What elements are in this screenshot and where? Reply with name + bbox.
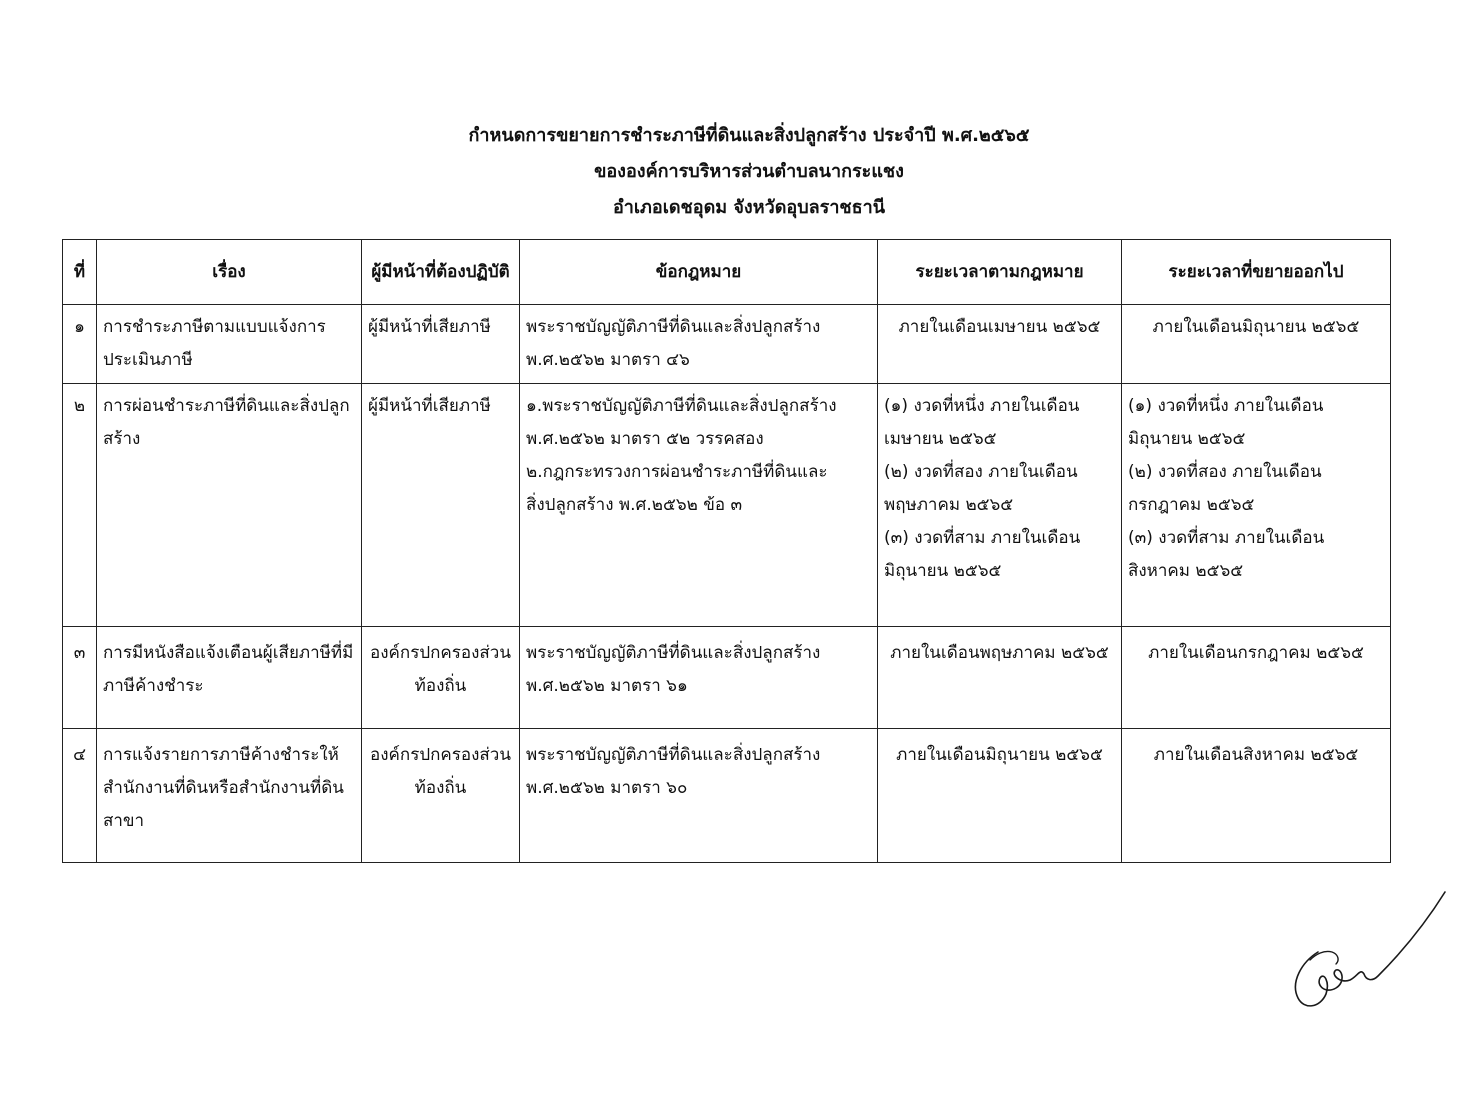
extended-period-line: กรกฎาคม ๒๕๖๕ <box>1128 495 1255 515</box>
header-extended-period: ระยะเวลาที่ขยายออกไป <box>1122 240 1391 305</box>
legal-period-line: (๑) งวดที่หนึ่ง ภายในเดือน <box>884 396 1080 416</box>
extended-period-line: ภายในเดือนกรกฎาคม ๒๕๖๕ <box>1148 643 1364 663</box>
law-line: พระราชบัญญัติภาษีที่ดินและสิ่งปลูกสร้าง <box>526 643 821 663</box>
table-row <box>63 627 1391 729</box>
row-law <box>520 627 878 729</box>
extension-schedule-table <box>62 239 1391 863</box>
handwritten-signature <box>1280 890 1455 1024</box>
row-legal-period <box>878 305 1122 384</box>
extended-period-line: (๑) งวดที่หนึ่ง ภายในเดือน <box>1128 396 1324 416</box>
document-title-block <box>0 118 1478 226</box>
header-no: ที่ <box>63 240 97 305</box>
row-number: ๔ <box>63 729 97 863</box>
legal-period-line: พฤษภาคม ๒๕๖๕ <box>884 495 1014 515</box>
row-law <box>520 729 878 863</box>
legal-period-line: ภายในเดือนเมษายน ๒๕๖๕ <box>898 317 1101 337</box>
header-law: ข้อกฎหมาย <box>520 240 878 305</box>
legal-period-line: เมษายน ๒๕๖๕ <box>884 429 997 449</box>
row-law <box>520 384 878 627</box>
row-extended-period <box>1122 384 1391 627</box>
legal-period-line: ภายในเดือนมิถุนายน ๒๕๖๕ <box>896 745 1103 765</box>
law-line: พ.ศ.๒๕๖๒ มาตรา ๔๖ <box>526 350 690 370</box>
row-number: ๒ <box>63 384 97 627</box>
row-extended-period <box>1122 729 1391 863</box>
law-line: พระราชบัญญัติภาษีที่ดินและสิ่งปลูกสร้าง <box>526 317 821 337</box>
header-legal-period: ระยะเวลาตามกฎหมาย <box>878 240 1122 305</box>
header-responsible: ผู้มีหน้าที่ต้องปฏิบัติ <box>362 240 520 305</box>
row-extended-period <box>1122 627 1391 729</box>
legal-period-line: (๒) งวดที่สอง ภายในเดือน <box>884 462 1078 482</box>
row-law <box>520 305 878 384</box>
table-header-row <box>63 240 1391 305</box>
row-legal-period <box>878 729 1122 863</box>
legal-period-line: (๓) งวดที่สาม ภายในเดือน <box>884 528 1081 548</box>
legal-period-line: มิถุนายน ๒๕๖๕ <box>884 561 1002 581</box>
row-responsible: ผู้มีหน้าที่เสียภาษี <box>362 305 520 384</box>
organization-name: ขององค์การบริหารส่วนตำบลนากระแชง <box>594 161 904 182</box>
law-line: สิ่งปลูกสร้าง พ.ศ.๒๕๖๒ ข้อ ๓ <box>526 495 743 515</box>
law-line: ๒.กฎกระทรวงการผ่อนชำระภาษีที่ดินและ <box>526 462 828 482</box>
row-legal-period <box>878 627 1122 729</box>
law-line: ๑.พระราชบัญญัติภาษีที่ดินและสิ่งปลูกสร้าง <box>526 396 837 416</box>
row-extended-period <box>1122 305 1391 384</box>
legal-period-line: ภายในเดือนพฤษภาคม ๒๕๖๕ <box>890 643 1109 663</box>
extended-period-line: (๒) งวดที่สอง ภายในเดือน <box>1128 462 1322 482</box>
row-number: ๓ <box>63 627 97 729</box>
row-subject: การชำระภาษีตามแบบแจ้งการประเมินภาษี <box>97 305 362 384</box>
district-province: อำเภอเดชอุดม จังหวัดอุบลราชธานี <box>612 197 886 218</box>
row-subject: การผ่อนชำระภาษีที่ดินและสิ่งปลูกสร้าง <box>97 384 362 627</box>
extended-period-line: ภายในเดือนสิงหาคม ๒๕๖๕ <box>1153 745 1359 765</box>
law-line: พ.ศ.๒๕๖๒ มาตรา ๖๐ <box>526 778 688 798</box>
row-responsible: ผู้มีหน้าที่เสียภาษี <box>362 384 520 627</box>
row-legal-period <box>878 384 1122 627</box>
document-title: กำหนดการขยายการชำระภาษีที่ดินและสิ่งปลูกสร้าง ประจำปี พ.ศ.๒๕๖๕ <box>468 125 1030 146</box>
extended-period-line: ภายในเดือนมิถุนายน ๒๕๖๕ <box>1152 317 1360 337</box>
table-row <box>63 729 1391 863</box>
row-responsible: องค์กรปกครองส่วนท้องถิ่น <box>362 627 520 729</box>
row-subject: การมีหนังสือแจ้งเตือนผู้เสียภาษีที่มีภาษีค้างชำระ <box>97 627 362 729</box>
table-row <box>63 384 1391 627</box>
row-number: ๑ <box>63 305 97 384</box>
extended-period-line: มิถุนายน ๒๕๖๕ <box>1128 429 1246 449</box>
extended-period-line: (๓) งวดที่สาม ภายในเดือน <box>1128 528 1325 548</box>
row-responsible: องค์กรปกครองส่วนท้องถิ่น <box>362 729 520 863</box>
header-subject: เรื่อง <box>97 240 362 305</box>
signature-icon <box>1280 890 1455 1020</box>
law-line: พ.ศ.๒๕๖๒ มาตรา ๖๑ <box>526 676 688 696</box>
row-subject: การแจ้งรายการภาษีค้างชำระให้สำนักงานที่ดินหรือสำนักงานที่ดินสาขา <box>97 729 362 863</box>
law-line: พ.ศ.๒๕๖๒ มาตรา ๕๒ วรรคสอง <box>526 429 764 449</box>
law-line: พระราชบัญญัติภาษีที่ดินและสิ่งปลูกสร้าง <box>526 745 821 765</box>
table-row <box>63 305 1391 384</box>
extended-period-line: สิงหาคม ๒๕๖๕ <box>1128 561 1244 581</box>
